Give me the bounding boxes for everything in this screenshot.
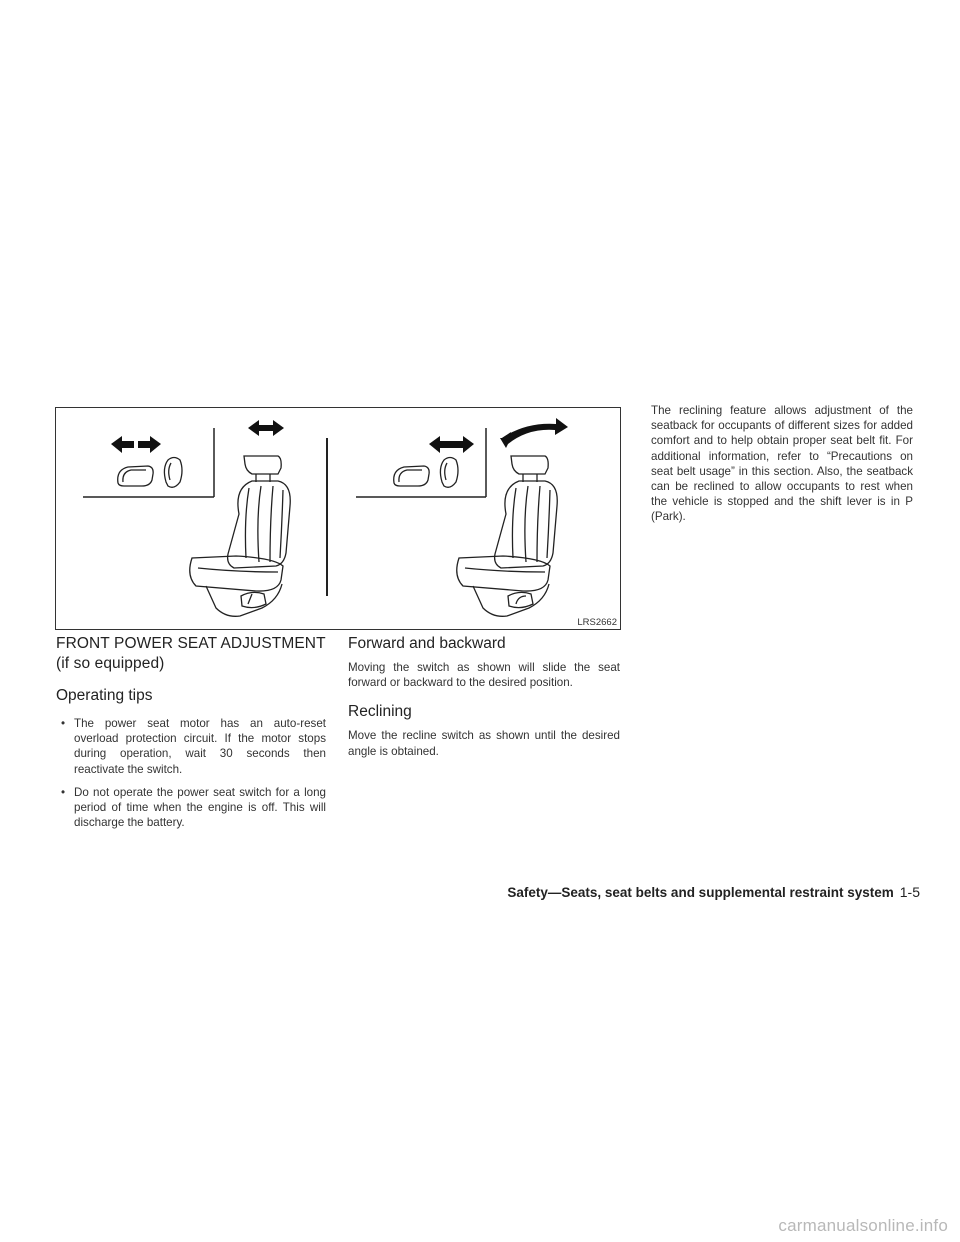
headrest-arrow-icon	[248, 420, 284, 436]
chapter-title: Safety—Seats, seat belts and supplemental restraint system	[507, 885, 894, 900]
seat-diagram-svg	[56, 408, 622, 631]
tips-list	[56, 716, 326, 830]
page-number: 1-5	[899, 884, 920, 900]
section-title	[56, 634, 326, 674]
bullet-icon: •	[61, 785, 66, 799]
right-column	[651, 403, 913, 525]
reclining-text: Move the recline switch as shown until the desired angle is obtained.	[348, 729, 620, 758]
tip-text: Do not operate the power seat switch for a long period of time when the engine is off. This will discharge the battery.	[74, 785, 326, 830]
reclining-panel	[356, 418, 568, 616]
watermark: carmanualsonline.info	[778, 1216, 948, 1235]
recline-arrow-icon	[500, 418, 568, 448]
section-title-line1: FRONT POWER SEAT ADJUSTMENT	[56, 635, 326, 652]
slide-arrows-icon	[111, 436, 161, 453]
seat-icon-left	[190, 456, 291, 616]
seat-icon-right	[457, 456, 558, 616]
bullet-icon: •	[61, 717, 66, 730]
forward-backward-text: Moving the switch as shown will slide the seat forward or backward to the desired position.	[348, 661, 620, 690]
left-column	[56, 634, 326, 838]
operating-tips-heading: Operating tips	[56, 687, 153, 704]
reclining-heading: Reclining	[348, 703, 412, 721]
list-item	[56, 785, 326, 831]
figure-code: LRS2662	[577, 617, 617, 628]
forward-backward-heading: Forward and backward	[348, 635, 506, 652]
page-footer	[507, 884, 920, 900]
forward-backward-panel	[83, 420, 290, 616]
middle-column	[348, 634, 620, 759]
seat-adjustment-illustration	[55, 407, 621, 630]
slide-arrows-icon-right	[429, 436, 474, 453]
tip-text: The power seat motor has an auto-reset overload protection circuit. If the motor stops during operation, wait 30 seconds then reactivate the switch.	[74, 717, 326, 776]
section-title-line2: (if so equipped)	[56, 655, 165, 672]
list-item	[56, 716, 326, 777]
reclining-feature-text: The reclining feature allows adjustment of the seatback for occupants of different sizes for added comfort and to help obtain proper seat belt fit. For additional information, refer to “Precautions on seat belt usage” in this section. Also, the seatback can be reclined to allow occupants to rest when the vehicle is stopped and the shift lever is in P (Park).	[651, 404, 913, 524]
